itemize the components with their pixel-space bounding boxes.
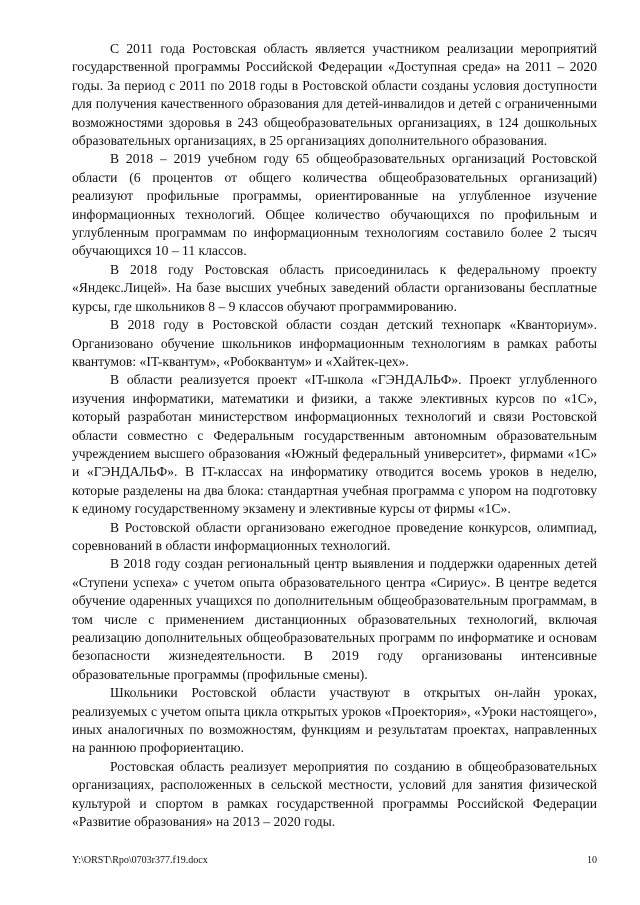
- footer-file-path: Y:\ORST\Rpo\0703r377.f19.docx: [72, 855, 208, 866]
- document-body: [72, 40, 597, 831]
- paragraph-yandex-lyceum: В 2018 году Ростовская область присоединилась к федеральному проекту «Яндекс.Лицей». На базе высших учебных заведений области организованы бесплатные курсы, где школьников 8 – 9 классов обучают программированию.: [72, 261, 597, 314]
- paragraph-doступная-среда: С 2011 года Ростовская область является участником реализации мероприятий государственной программы Российской Федерации «Доступная среда» на 2011 – 2020 годы. За период с 2011 по 2018 годы в Ростовской области созданы условия доступности для получения качественного образования для детей-инвалидов и детей с ограниченными возможностями здоровья в 243 общеобразовательных организациях, в 124 дошкольных образовательных организациях, в 25 организациях дополнительного образования.: [72, 41, 597, 149]
- page-number: 10: [587, 855, 597, 866]
- paragraph-it-school-gendalf: В области реализуется проект «IT-школа «ГЭНДАЛЬФ». Проект углубленного изучения информатики, математики и физики, а также элективных курсов по «1С», который разработан министерством информационных технологий и связи Ростовской области совместно с Федеральным государственным автономным образовательным учреждением высшего образования «Южный федеральный университет», фирмами «1С» и «ГЭНДАЛЬФ». В IT-классах на информатику отводится восемь уроков в неделю, которые разделены на два блока: стандартная учебная программа с упором на подготовку к единому государственному экзамену и элективные курсы от фирмы «1С».: [72, 372, 597, 517]
- paragraph-online-lessons: Школьники Ростовской области участвуют в открытых он-лайн уроках, реализуемых с учетом опыта цикла открытых уроков «Проектория», «Уроки настоящего», иных аналогичных по возможностям, функциям и результатам проектах, направленных на раннюю профориентацию.: [72, 685, 597, 756]
- paragraph-kvantorium: В 2018 году в Ростовской области создан детский технопарк «Кванториум». Организовано обучение школьников информационным технологиям в рамках работы квантумов: «IT-квантум», «Робоквантум» и «Хайтек-цех».: [72, 317, 597, 369]
- paragraph-steps-of-success: В 2018 году создан региональный центр выявления и поддержки одаренных детей «Ступени успеха» с учетом опыта образовательного центра «Сириус». В центре ведется обучение одаренных учащихся по дополнительным общеобразовательным программам, в том числе с применением дистанционных образовательных технологий, включая реализацию дополнительных общеобразовательных программ по информатике и основам безопасности жизнедеятельности. В 2019 году организованы интенсивные образовательные программы (профильные смены).: [72, 556, 597, 682]
- paragraph-profile-programs: В 2018 – 2019 учебном году 65 общеобразовательных организаций Ростовской области (6 процентов от общего количества общеобразовательных организаций) реализуют профильные программы, ориентированные на углубленное изучение информационных технологий. Общее количество обучающихся по профильным и углубленным программам по информационным технологиям составило более 2 тысяч обучающихся 10 – 11 классов.: [72, 151, 597, 259]
- paragraph-competitions: В Ростовской области организовано ежегодное проведение конкурсов, олимпиад, соревнований в области информационных технологий.: [72, 519, 597, 553]
- paragraph-rural-sports: Ростовская область реализует мероприятия по созданию в общеобразовательных организациях, расположенных в сельской местности, условий для занятия физической культурой и спортом в рамках государственной программы Российской Федерации «Развитие образования» на 2013 – 2020 годы.: [72, 758, 597, 830]
